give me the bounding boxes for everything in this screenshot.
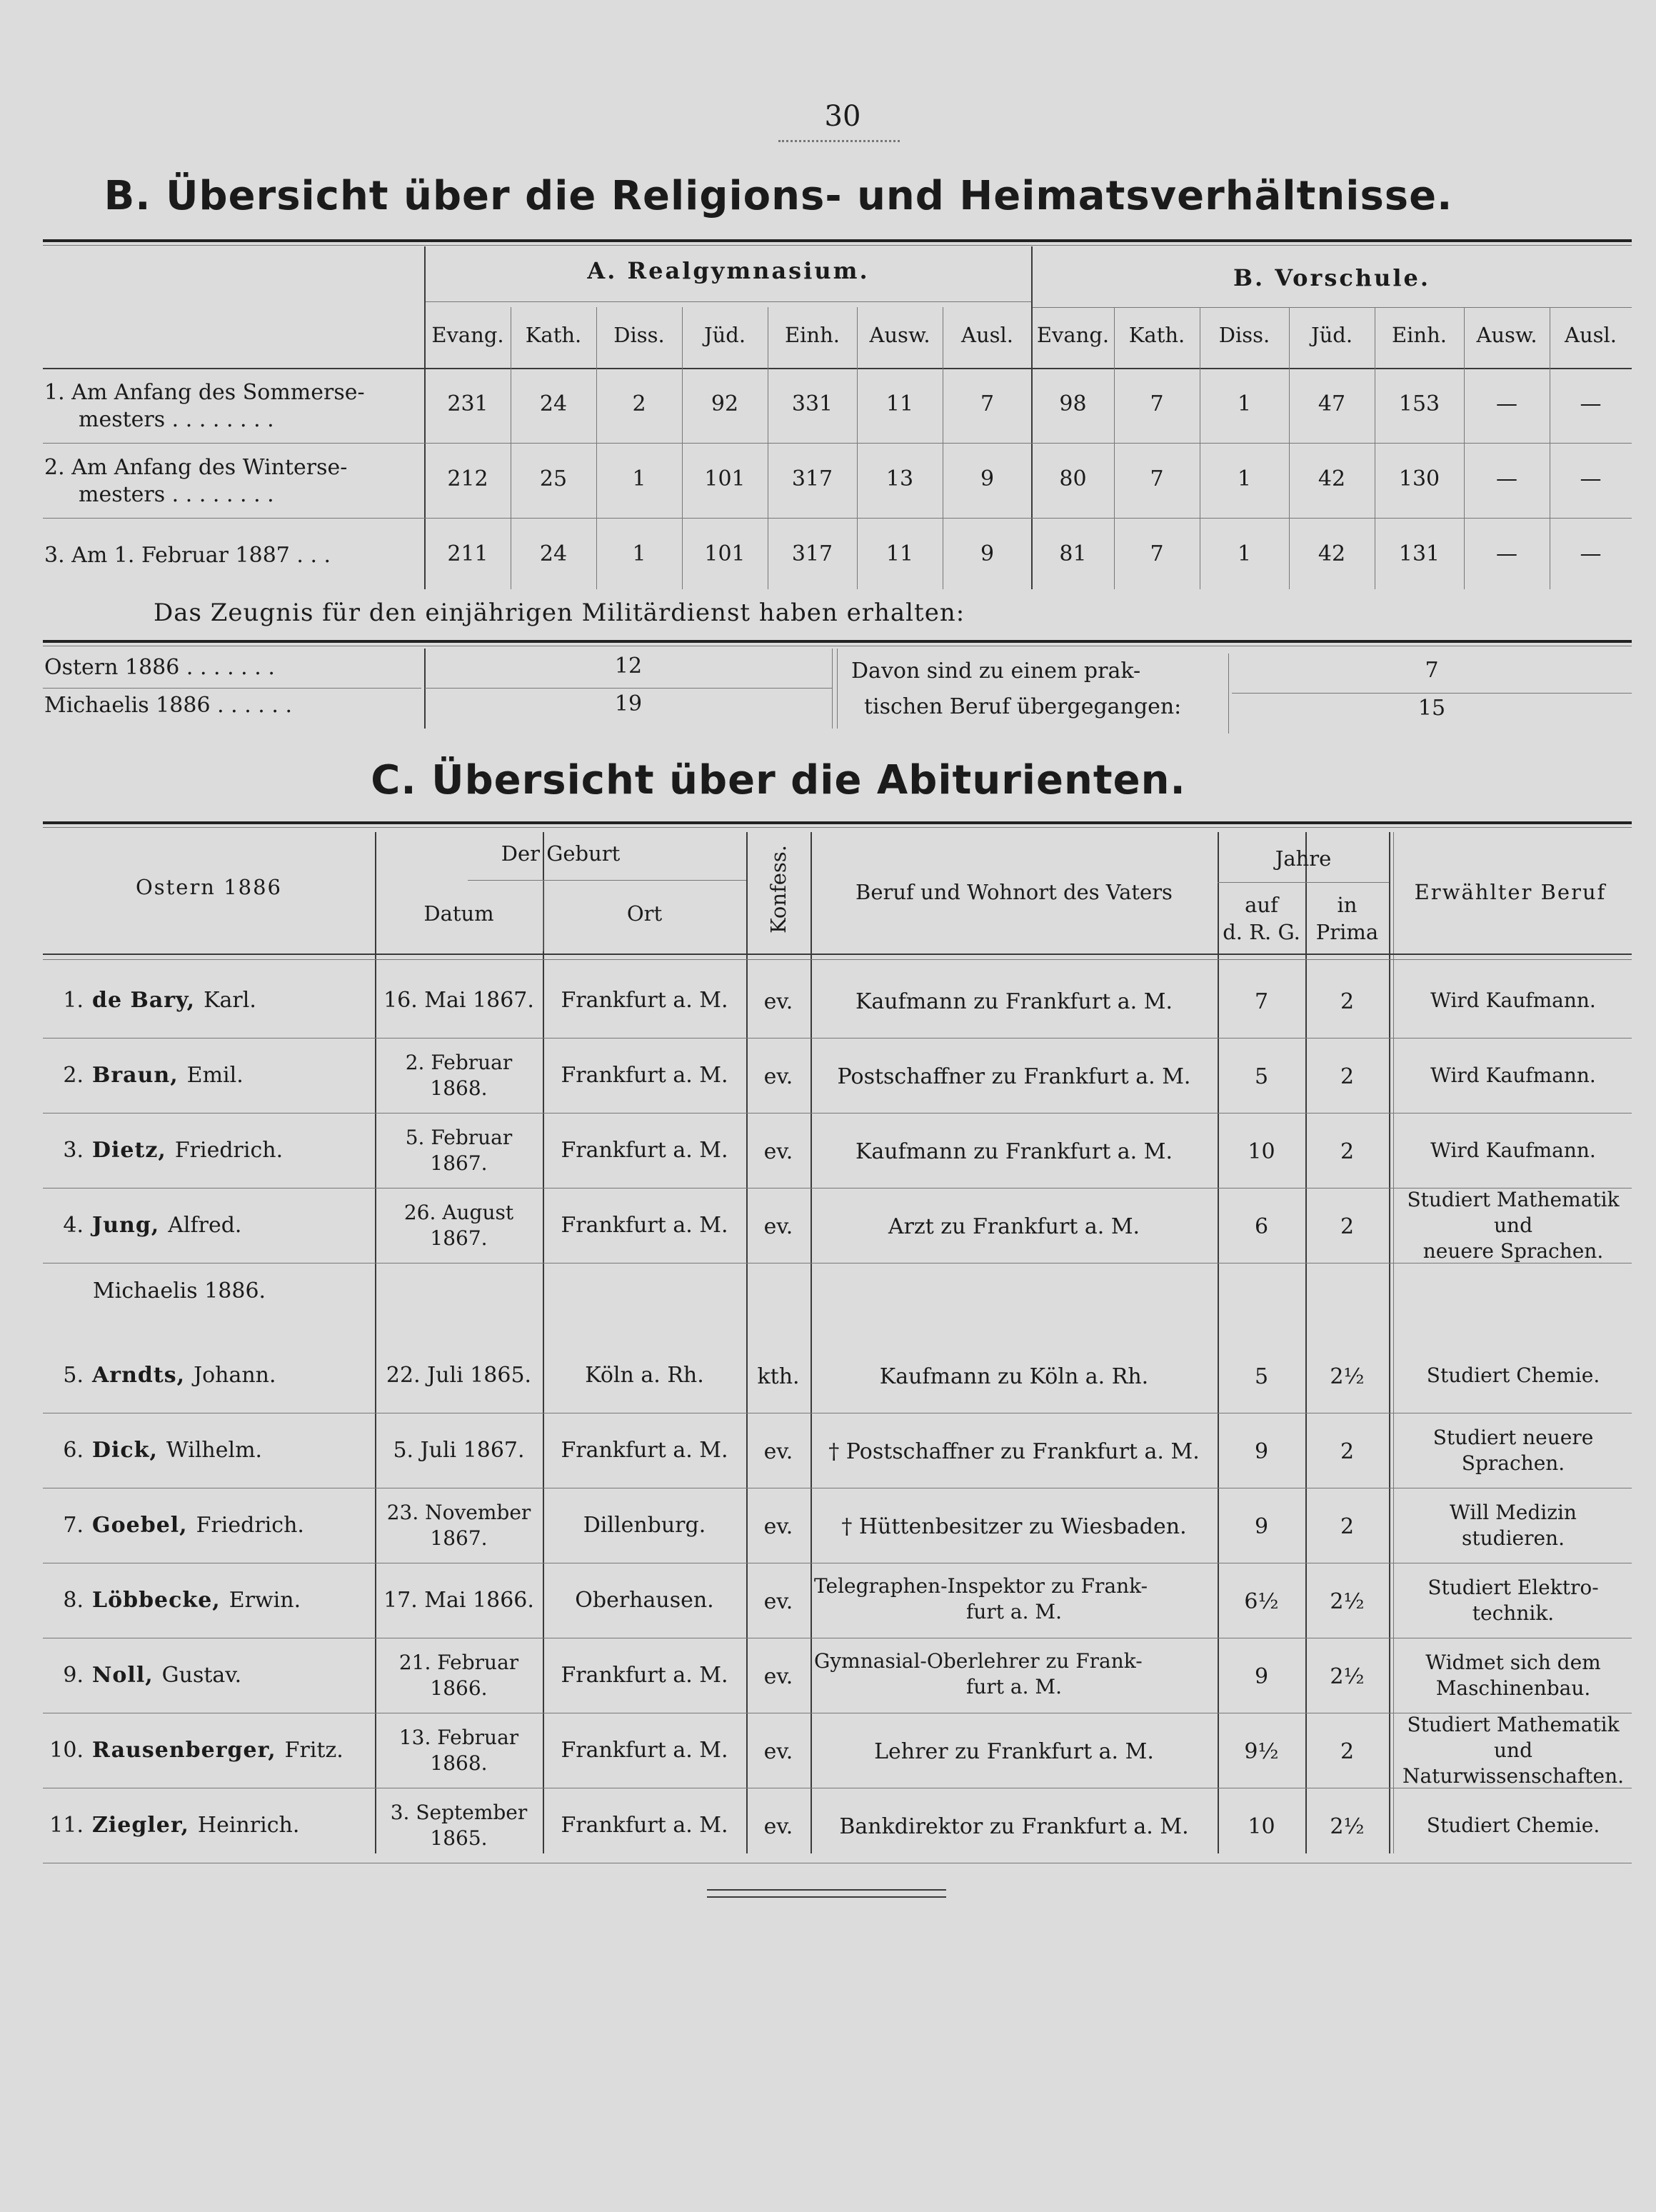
birth-place: Frankfurt a. M. xyxy=(561,1737,728,1763)
divider xyxy=(425,301,1032,302)
father-occupation-cont: furt a. M. xyxy=(966,1599,1062,1623)
student-number: 4. xyxy=(63,1212,84,1238)
years-prima: 2½ xyxy=(1330,1363,1365,1389)
birth-date: 2. Februar xyxy=(405,1050,513,1074)
father-occupation: Kaufmann zu Frankfurt a. M. xyxy=(855,1138,1173,1164)
divider xyxy=(43,368,1632,369)
birth-year: 1867. xyxy=(430,1226,488,1250)
table-cell: 25 xyxy=(539,466,568,491)
student-firstname: Erwin. xyxy=(229,1587,301,1613)
years-realgymnasium: 9 xyxy=(1254,1663,1269,1689)
table-cell: 317 xyxy=(791,466,833,491)
column-rule xyxy=(1218,832,1219,1853)
years-realgymnasium: 9 xyxy=(1254,1513,1269,1539)
table-cell: 1 xyxy=(632,541,646,566)
student-name xyxy=(44,988,372,1013)
table-cell: 98 xyxy=(1059,391,1087,416)
father-occupation: Kaufmann zu Köln a. Rh. xyxy=(879,1363,1149,1389)
section-c-title: C. Übersicht über die Abiturienten. xyxy=(371,757,1186,804)
divider xyxy=(43,821,1632,824)
birth-place: Dillenburg. xyxy=(583,1512,706,1538)
table-cell: 1 xyxy=(632,466,646,491)
konfession: ev. xyxy=(763,1064,793,1089)
column-rule xyxy=(424,649,426,729)
divider xyxy=(1218,882,1389,883)
column-header-b-3: Jüd. xyxy=(1310,323,1353,347)
birth-place: Frankfurt a. M. xyxy=(561,1212,728,1238)
column-header-b-4: Einh. xyxy=(1391,323,1447,347)
student-name xyxy=(44,1738,372,1763)
divider xyxy=(43,518,1632,519)
student-name xyxy=(44,1588,372,1613)
divider xyxy=(43,1038,1632,1039)
table-cell: 7 xyxy=(1150,391,1164,416)
table-cell: — xyxy=(1496,466,1517,491)
student-name xyxy=(44,1063,372,1088)
column-rule xyxy=(1228,654,1229,734)
chosen-career: Wird Kaufmann. xyxy=(1430,1138,1596,1162)
table-cell: 81 xyxy=(1059,541,1087,566)
birth-date: 5. Juli 1867. xyxy=(393,1437,525,1463)
divider xyxy=(1232,693,1632,694)
student-firstname: Friedrich. xyxy=(174,1137,283,1163)
zeugnis-label: Ostern 1886 . . . . . . . xyxy=(44,655,275,680)
chosen-career: Wird Kaufmann. xyxy=(1430,988,1596,1012)
years-prima: 2 xyxy=(1340,1138,1355,1164)
student-number: 10. xyxy=(49,1737,84,1763)
father-occupation: Bankdirektor zu Frankfurt a. M. xyxy=(839,1813,1189,1839)
chosen-career: Wird Kaufmann. xyxy=(1430,1063,1596,1087)
header-auf: auf xyxy=(1245,893,1278,917)
birth-date: 3. September xyxy=(390,1800,528,1824)
father-occupation: Postschaffner zu Frankfurt a. M. xyxy=(837,1064,1191,1089)
birth-year: 1865. xyxy=(430,1826,488,1850)
student-firstname: Fritz. xyxy=(284,1737,343,1763)
student-surname: Noll, xyxy=(92,1662,154,1688)
column-rule xyxy=(1393,832,1394,1853)
table-cell: 11 xyxy=(885,541,914,566)
column-header-a-4: Einh. xyxy=(784,323,840,347)
header-erwaehlter-beruf: Erwählter Beruf xyxy=(1414,880,1607,904)
column-rule xyxy=(746,832,748,1853)
row-label-cont: mesters . . . . . . . . xyxy=(79,407,274,432)
table-cell: — xyxy=(1580,466,1602,491)
table-cell: 101 xyxy=(704,541,746,566)
divider xyxy=(468,880,746,881)
column-header-b-1: Kath. xyxy=(1128,323,1185,347)
column-rule xyxy=(1389,832,1390,1853)
chosen-career: Studiert Mathematik xyxy=(1407,1187,1620,1211)
table-cell: 24 xyxy=(539,541,568,566)
father-occupation: Gymnasial-Oberlehrer zu Frank- xyxy=(814,1648,1143,1673)
student-name xyxy=(44,1438,372,1463)
years-realgymnasium: 10 xyxy=(1248,1138,1275,1164)
table-cell: 130 xyxy=(1398,466,1440,491)
ornament-line xyxy=(778,134,900,142)
table-cell: 212 xyxy=(447,466,488,491)
birth-place: Frankfurt a. M. xyxy=(561,1662,728,1688)
divider xyxy=(1032,307,1632,308)
chosen-career: technik. xyxy=(1472,1601,1555,1625)
years-realgymnasium: 5 xyxy=(1254,1363,1269,1389)
student-surname: Jung, xyxy=(92,1212,160,1238)
header-datum: Datum xyxy=(423,901,494,926)
student-number: 7. xyxy=(63,1512,84,1538)
birth-date: 21. Februar xyxy=(398,1650,519,1674)
birth-place: Frankfurt a. M. xyxy=(561,1812,728,1838)
table-cell: 2 xyxy=(632,391,646,416)
years-prima: 2 xyxy=(1340,1738,1355,1764)
table-cell: 331 xyxy=(791,391,833,416)
table-cell: 9 xyxy=(980,466,995,491)
birth-year: 1867. xyxy=(430,1526,488,1550)
years-prima: 2 xyxy=(1340,1213,1355,1239)
page-number: 30 xyxy=(824,100,861,133)
student-surname: Rausenberger, xyxy=(92,1737,276,1763)
years-prima: 2 xyxy=(1340,989,1355,1014)
table-cell: 11 xyxy=(885,391,914,416)
divider xyxy=(43,827,1632,828)
table-cell: 1 xyxy=(1237,541,1252,566)
table-cell: 1 xyxy=(1237,391,1252,416)
chosen-career: und xyxy=(1494,1213,1532,1237)
chosen-career: neuere Sprachen. xyxy=(1422,1238,1604,1263)
table-cell: 131 xyxy=(1398,541,1440,566)
table-cell: 42 xyxy=(1318,541,1346,566)
divider xyxy=(43,239,1632,242)
table-cell: 211 xyxy=(447,541,488,566)
header-konfession: Konfess. xyxy=(766,845,791,934)
divider xyxy=(425,688,832,689)
birth-year: 1868. xyxy=(430,1751,488,1775)
student-number: 11. xyxy=(49,1812,84,1838)
chosen-career: Naturwissenschaften. xyxy=(1402,1763,1625,1788)
years-prima: 2½ xyxy=(1330,1663,1365,1689)
table-cell: 92 xyxy=(711,391,739,416)
divider xyxy=(43,640,1632,643)
chosen-career: Studiert Chemie. xyxy=(1426,1363,1600,1387)
konfession: ev. xyxy=(763,1813,793,1839)
years-realgymnasium: 10 xyxy=(1248,1813,1275,1839)
student-surname: Dick, xyxy=(92,1437,158,1463)
column-rule xyxy=(543,832,544,1853)
header-beruf-vater: Beruf und Wohnort des Vaters xyxy=(855,880,1173,904)
birth-date: 5. Februar xyxy=(405,1125,513,1149)
row-label: 2. Am Anfang des Winterse- xyxy=(44,455,348,480)
row-label-cont: mesters . . . . . . . . xyxy=(79,482,274,507)
student-number: 3. xyxy=(63,1137,84,1163)
column-header-b-5: Ausw. xyxy=(1476,323,1537,347)
zeugnis-text: Das Zeugnis für den einjährigen Militärdienst haben erhalten: xyxy=(154,599,965,627)
chosen-career: Sprachen. xyxy=(1461,1451,1565,1475)
student-name xyxy=(44,1363,372,1388)
father-occupation-cont: furt a. M. xyxy=(966,1674,1062,1698)
konfession: ev. xyxy=(763,1138,793,1164)
student-name xyxy=(44,1513,372,1538)
column-header-b-0: Evang. xyxy=(1036,323,1110,347)
birth-date: 23. November xyxy=(386,1500,531,1524)
konfession: ev. xyxy=(763,1513,793,1539)
column-header-a-0: Evang. xyxy=(431,323,504,347)
years-realgymnasium: 9½ xyxy=(1244,1738,1279,1764)
student-number: 6. xyxy=(63,1437,84,1463)
chosen-career: studieren. xyxy=(1462,1526,1565,1550)
konfession: kth. xyxy=(757,1363,800,1389)
end-rule xyxy=(707,1889,946,1891)
konfession: ev. xyxy=(763,1438,793,1464)
chosen-career: Studiert neuere xyxy=(1432,1425,1594,1449)
table-cell: 317 xyxy=(791,541,833,566)
table-cell: — xyxy=(1580,541,1602,566)
student-firstname: Johann. xyxy=(194,1362,276,1388)
section-b-title: B. Übersicht über die Religions- und Heimatsverhältnisse. xyxy=(104,173,1453,219)
column-header-a-2: Diss. xyxy=(613,323,665,347)
student-name xyxy=(44,1138,372,1163)
birth-date: 16. Mai 1867. xyxy=(383,987,534,1013)
student-firstname: Emil. xyxy=(186,1062,244,1088)
student-surname: Löbbecke, xyxy=(92,1587,221,1613)
student-number: 2. xyxy=(63,1062,84,1088)
group-realgymnasium-header: A. Realgymnasium. xyxy=(587,257,870,284)
praktisch-value: 15 xyxy=(1417,696,1446,721)
header-in: in xyxy=(1337,893,1358,917)
zeugnis-value: 12 xyxy=(614,654,643,679)
student-firstname: Karl. xyxy=(204,987,256,1013)
student-surname: Arndts, xyxy=(92,1362,186,1388)
years-prima: 2½ xyxy=(1330,1813,1365,1839)
birth-place: Frankfurt a. M. xyxy=(561,1437,728,1463)
chosen-career: Studiert Elektro- xyxy=(1427,1575,1599,1599)
student-surname: Goebel, xyxy=(92,1512,188,1538)
end-rule xyxy=(707,1896,946,1898)
column-header-b-6: Ausl. xyxy=(1565,323,1617,347)
student-firstname: Heinrich. xyxy=(197,1812,300,1838)
header-ort: Ort xyxy=(626,901,663,926)
father-occupation: Kaufmann zu Frankfurt a. M. xyxy=(855,989,1173,1014)
student-surname: de Bary, xyxy=(92,987,196,1013)
birth-date: 17. Mai 1866. xyxy=(383,1587,534,1613)
davon-text: tischen Beruf übergegangen: xyxy=(864,694,1182,719)
column-rule xyxy=(832,649,833,729)
table-cell: 153 xyxy=(1398,391,1440,416)
birth-year: 1867. xyxy=(430,1151,488,1175)
davon-text: Davon sind zu einem prak- xyxy=(851,659,1141,684)
michaelis-label: Michaelis 1886. xyxy=(93,1278,266,1303)
student-surname: Dietz, xyxy=(92,1137,166,1163)
header-auf-rg: d. R. G. xyxy=(1223,920,1300,944)
birth-date: 26. August xyxy=(403,1200,514,1224)
table-cell: 1 xyxy=(1237,466,1252,491)
chosen-career: Studiert Mathematik xyxy=(1407,1712,1620,1736)
table-cell: 13 xyxy=(885,466,914,491)
column-header-b-2: Diss. xyxy=(1218,323,1270,347)
konfession: ev. xyxy=(763,1213,793,1239)
student-firstname: Alfred. xyxy=(168,1212,242,1238)
column-rule xyxy=(424,246,426,589)
student-number: 8. xyxy=(63,1587,84,1613)
student-name xyxy=(44,1213,372,1238)
years-realgymnasium: 6 xyxy=(1254,1213,1269,1239)
divider xyxy=(43,954,1632,955)
birth-place: Oberhausen. xyxy=(575,1587,714,1613)
table-cell: 80 xyxy=(1059,466,1087,491)
birth-place: Köln a. Rh. xyxy=(585,1362,704,1388)
years-prima: 2 xyxy=(1340,1438,1355,1464)
father-occupation: † Hüttenbesitzer zu Wiesbaden. xyxy=(841,1513,1187,1539)
header-der-geburt: Der Geburt xyxy=(501,841,621,866)
birth-place: Frankfurt a. M. xyxy=(561,987,728,1013)
years-realgymnasium: 7 xyxy=(1254,989,1269,1014)
row-label: 3. Am 1. Februar 1887 . . . xyxy=(44,543,331,568)
group-vorschule-header: B. Vorschule. xyxy=(1233,264,1431,291)
konfession: ev. xyxy=(763,1588,793,1614)
student-firstname: Wilhelm. xyxy=(166,1437,263,1463)
header-prima: Prima xyxy=(1315,920,1379,944)
column-header-a-5: Ausw. xyxy=(869,323,930,347)
table-cell: 42 xyxy=(1318,466,1346,491)
konfession: ev. xyxy=(763,1663,793,1689)
years-realgymnasium: 9 xyxy=(1254,1438,1269,1464)
years-prima: 2½ xyxy=(1330,1588,1365,1614)
column-rule xyxy=(1031,246,1033,589)
birth-year: 1866. xyxy=(430,1676,488,1700)
chosen-career: und xyxy=(1494,1738,1532,1762)
table-cell: 9 xyxy=(980,541,995,566)
table-cell: — xyxy=(1496,541,1517,566)
chosen-career: Maschinenbau. xyxy=(1435,1676,1591,1700)
chosen-career: Widmet sich dem xyxy=(1425,1650,1601,1674)
student-firstname: Gustav. xyxy=(161,1662,242,1688)
father-occupation: † Postschaffner zu Frankfurt a. M. xyxy=(828,1438,1200,1464)
father-occupation: Arzt zu Frankfurt a. M. xyxy=(888,1213,1140,1239)
birth-date: 13. Februar xyxy=(398,1725,519,1749)
father-occupation: Telegraphen-Inspektor zu Frank- xyxy=(814,1573,1148,1598)
table-cell: 101 xyxy=(704,466,746,491)
birth-place: Frankfurt a. M. xyxy=(561,1062,728,1088)
birth-date: 22. Juli 1865. xyxy=(386,1362,532,1388)
column-rule xyxy=(1305,832,1307,1853)
column-header-a-3: Jüd. xyxy=(703,323,746,347)
table-cell: 231 xyxy=(447,391,488,416)
praktisch-value: 7 xyxy=(1425,658,1439,683)
table-cell: 7 xyxy=(980,391,995,416)
years-prima: 2 xyxy=(1340,1513,1355,1539)
years-prima: 2 xyxy=(1340,1064,1355,1089)
chosen-career: Will Medizin xyxy=(1450,1500,1577,1524)
konfession: ev. xyxy=(763,1738,793,1764)
divider xyxy=(43,688,421,689)
student-surname: Ziegler, xyxy=(92,1812,189,1838)
student-name xyxy=(44,1813,372,1838)
divider xyxy=(43,443,1632,444)
row-label: 1. Am Anfang des Sommerse- xyxy=(44,380,365,405)
student-name xyxy=(44,1663,372,1688)
birth-year: 1868. xyxy=(430,1076,488,1100)
column-rule xyxy=(811,832,812,1853)
zeugnis-value: 19 xyxy=(614,691,643,716)
konfession: ev. xyxy=(763,989,793,1014)
table-cell: — xyxy=(1496,391,1517,416)
years-realgymnasium: 6½ xyxy=(1244,1588,1279,1614)
table-cell: — xyxy=(1580,391,1602,416)
student-number: 9. xyxy=(63,1662,84,1688)
father-occupation: Lehrer zu Frankfurt a. M. xyxy=(874,1738,1154,1764)
chosen-career: Studiert Chemie. xyxy=(1426,1813,1600,1837)
student-surname: Braun, xyxy=(92,1062,179,1088)
column-rule xyxy=(837,649,838,729)
table-cell: 7 xyxy=(1150,541,1164,566)
student-number: 5. xyxy=(63,1362,84,1388)
zeugnis-label: Michaelis 1886 . . . . . . xyxy=(44,693,292,718)
birth-place: Frankfurt a. M. xyxy=(561,1137,728,1163)
table-cell: 47 xyxy=(1318,391,1346,416)
student-number: 1. xyxy=(63,987,84,1013)
years-realgymnasium: 5 xyxy=(1254,1064,1269,1089)
table-cell: 7 xyxy=(1150,466,1164,491)
divider xyxy=(43,959,1632,960)
header-ostern: Ostern 1886 xyxy=(135,875,283,899)
column-header-a-1: Kath. xyxy=(525,323,582,347)
column-header-a-6: Ausl. xyxy=(961,323,1013,347)
table-cell: 24 xyxy=(539,391,568,416)
header-jahre: Jahre xyxy=(1275,846,1332,871)
divider xyxy=(43,245,1632,246)
student-firstname: Friedrich. xyxy=(196,1512,304,1538)
